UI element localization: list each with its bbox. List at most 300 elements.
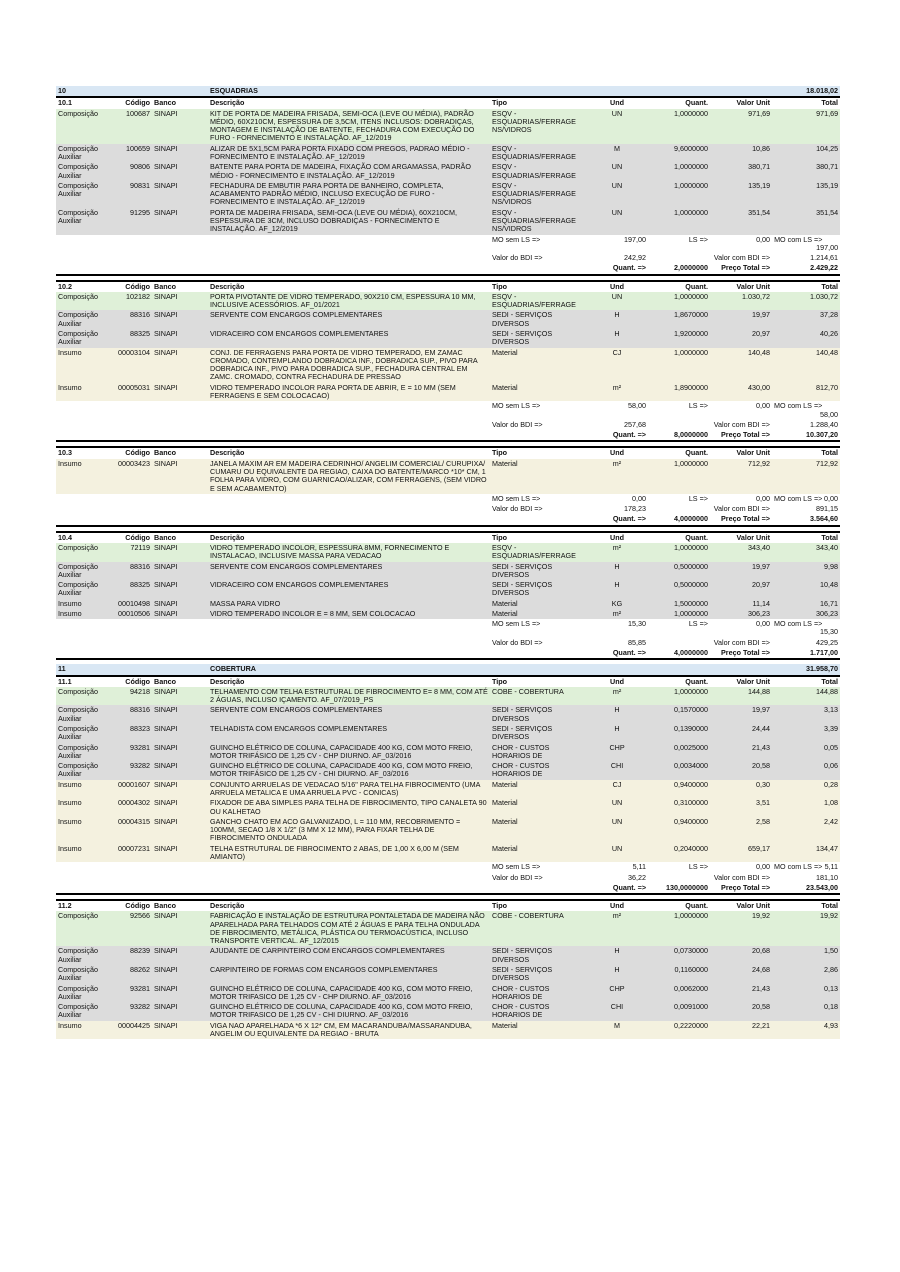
row-unit-value: 135,19 [710,181,772,208]
row-kind: Insumo [56,383,114,402]
mo-com-ls-value [772,619,840,638]
ls-label: LS => [648,862,710,872]
row-bank: SINAPI [152,383,208,402]
row-unit-value: 0,30 [710,780,772,799]
row-type: CHOR - CUSTOS HORARIOS DE [490,984,586,1003]
row-code: 88325 [114,329,152,348]
row-kind: Composição Auxiliar [56,724,114,743]
row-unit: H [586,329,648,348]
col-unit: Und [586,900,648,911]
col-type: Tipo [490,532,586,543]
section-total: 18.018,02 [772,86,840,97]
row-bank: SINAPI [152,348,208,383]
col-quant: Quant. [648,97,710,108]
footer-row [56,638,840,648]
spacer [56,648,586,659]
row-bank: SINAPI [152,1021,208,1040]
row-quant: 1,0000000 [648,109,710,144]
row-kind: Composição [56,292,114,311]
row-bank: SINAPI [152,761,208,780]
valor-bdi-value: 242,92 [586,253,648,263]
table-row [56,348,840,383]
table-row [56,562,840,581]
row-code: 00005031 [114,383,152,402]
row-total: 2,42 [772,817,840,844]
row-desc: MASSA PARA VIDRO [208,599,490,609]
footer-row [56,862,840,872]
footer-row [56,235,840,254]
row-code: 100659 [114,144,152,163]
quant-value: 4,0000000 [648,514,710,525]
row-kind: Composição [56,109,114,144]
spacer [56,883,586,894]
col-bank: Banco [152,447,208,458]
footer-total-row [56,263,840,274]
row-bank: SINAPI [152,705,208,724]
row-bank: SINAPI [152,946,208,965]
row-quant: 1,0000000 [648,609,710,619]
row-kind: Insumo [56,780,114,799]
row-total: 40,26 [772,329,840,348]
footer-row [56,420,840,430]
mo-com-ls-number: 5,11 [824,862,839,872]
row-code: 88323 [114,724,152,743]
row-unit-value: 351,54 [710,208,772,235]
row-unit-value: 19,97 [710,310,772,329]
item-id: 11.2 [56,900,114,911]
row-unit-value: 144,88 [710,687,772,706]
row-unit: CJ [586,780,648,799]
row-unit: H [586,946,648,965]
row-desc: VIDRO TEMPERADO INCOLOR E = 8 MM, SEM COLOCACAO [208,609,490,619]
row-kind: Composição Auxiliar [56,705,114,724]
ls-value: 0,00 [710,862,772,872]
row-desc: PORTA PIVOTANTE DE VIDRO TEMPERADO, 90X210 CM, ESPESSURA 10 MM, INCLUSIVE ACESSÓRIOS. AF_01/2021 [208,292,490,311]
table-row [56,946,840,965]
mo-sem-ls-value: 0,00 [586,494,648,504]
quant-label: Quant. => [586,263,648,274]
preco-total-value: 23.543,00 [772,883,840,894]
col-unit-value: Valor Unit [710,676,772,687]
footer-row [56,253,840,263]
footer-total-row [56,648,840,659]
budget-block [56,86,840,276]
col-total: Total [772,532,840,543]
row-quant: 1,5000000 [648,599,710,609]
row-kind: Insumo [56,599,114,609]
footer-row [56,619,840,638]
row-type: ESQV - ESQUADRIAS/FERRAGE NS/VIDROS [490,109,586,144]
row-kind: Composição Auxiliar [56,208,114,235]
table-row [56,724,840,743]
row-total: 135,19 [772,181,840,208]
table-row [56,911,840,946]
row-desc: CONJ. DE FERRAGENS PARA PORTA DE VIDRO TEMPERADO, EM ZAMAC CROMADO, CONTEMPLANDO DOBRADICA INF., DOBRADICA SUP., PIVO PARA DOBRADICA INF., PIVO PARA DOBRADICA SUP., FECHADURA CENTRAL EM ZAMC. CROMADO, CONTRA FECHADURA DE PRESSAO [208,348,490,383]
table-row [56,181,840,208]
row-bank: SINAPI [152,984,208,1003]
col-unit: Und [586,532,648,543]
row-desc: FIXADOR DE ABA SIMPLES PARA TELHA DE FIBROCIMENTO, TIPO CANALETA 90 OU KALHETAO [208,798,490,817]
table-row [56,144,840,163]
table-row [56,459,840,494]
col-quant: Quant. [648,281,710,292]
spacer [648,504,710,514]
row-kind: Composição Auxiliar [56,562,114,581]
mo-sem-ls-label: MO sem LS => [490,235,586,254]
row-unit: UN [586,162,648,181]
budget-document [56,86,840,1043]
row-unit-value: 19,97 [710,562,772,581]
row-code: 93281 [114,743,152,762]
row-unit-value: 20,97 [710,580,772,599]
row-type: Material [490,844,586,863]
row-total: 10,48 [772,580,840,599]
row-bank: SINAPI [152,844,208,863]
preco-total-label: Preço Total => [710,263,772,274]
item-id: 11.1 [56,676,114,687]
row-unit-value: 21,43 [710,743,772,762]
spacer [56,253,490,263]
row-bank: SINAPI [152,580,208,599]
ls-value: 0,00 [710,401,772,420]
preco-total-label: Preço Total => [710,648,772,659]
row-total: 306,23 [772,609,840,619]
table-row [56,798,840,817]
col-bank: Banco [152,676,208,687]
table-row [56,599,840,609]
row-quant: 0,2220000 [648,1021,710,1040]
row-code: 88262 [114,965,152,984]
row-total: 3,13 [772,705,840,724]
mo-sem-ls-label: MO sem LS => [490,619,586,638]
row-unit-value: 971,69 [710,109,772,144]
row-quant: 0,0034000 [648,761,710,780]
row-quant: 1,9200000 [648,329,710,348]
row-total: 1,08 [772,798,840,817]
row-type: ESQV - ESQUADRIAS/FERRAGE [490,292,586,311]
row-total: 3,39 [772,724,840,743]
col-desc: Descrição [208,676,490,687]
valor-bdi-label: Valor do BDI => [490,253,586,263]
row-desc: GUINCHO ELÉTRICO DE COLUNA, CAPACIDADE 400 KG, COM MOTO FREIO, MOTOR TRIFASICO DE 1,25 CV - CHP DIURNO. AF_03/2016 [208,984,490,1003]
row-total: 343,40 [772,543,840,562]
preco-total-value: 10.307,20 [772,430,840,441]
col-bank: Banco [152,97,208,108]
mo-sem-ls-label: MO sem LS => [490,862,586,872]
valor-com-bdi-value: 181,10 [772,873,840,883]
row-quant: 0,5000000 [648,562,710,581]
row-kind: Composição Auxiliar [56,329,114,348]
row-bank: SINAPI [152,780,208,799]
row-bank: SINAPI [152,743,208,762]
row-desc: CARPINTEIRO DE FORMAS COM ENCARGOS COMPLEMENTARES [208,965,490,984]
row-quant: 0,5000000 [648,580,710,599]
mo-com-ls-label: MO com LS => [774,493,823,503]
mo-sem-ls-value: 5,11 [586,862,648,872]
row-unit: m² [586,911,648,946]
column-header-row [56,281,840,292]
spacer [56,619,490,638]
table-row [56,109,840,144]
section-number: 10 [56,86,208,97]
col-total: Total [772,447,840,458]
row-code: 90806 [114,162,152,181]
budget-block [56,531,840,661]
row-quant: 1,0000000 [648,292,710,311]
row-type: Material [490,459,586,494]
row-kind: Composição Auxiliar [56,580,114,599]
valor-com-bdi-value: 1.288,40 [772,420,840,430]
row-unit: UN [586,817,648,844]
col-quant: Quant. [648,900,710,911]
col-type: Tipo [490,900,586,911]
preco-total-label: Preço Total => [710,883,772,894]
row-type: Material [490,1021,586,1040]
table-row [56,780,840,799]
mo-com-ls-number: 0,00 [824,493,838,503]
col-desc: Descrição [208,532,490,543]
col-unit-value: Valor Unit [710,97,772,108]
item-id: 10.3 [56,447,114,458]
column-header-row [56,447,840,458]
spacer [56,504,490,514]
row-type: Material [490,609,586,619]
row-quant: 1,0000000 [648,181,710,208]
spacer [56,494,490,504]
mo-com-ls-label: MO com LS => [774,619,823,629]
row-kind: Composição [56,543,114,562]
row-unit-value: 3,51 [710,798,772,817]
row-quant: 0,0730000 [648,946,710,965]
row-unit: UN [586,181,648,208]
budget-table [56,446,840,526]
row-total: 0,18 [772,1002,840,1021]
row-type: SEDI - SERVIÇOS DIVERSOS [490,724,586,743]
row-total: 0,05 [772,743,840,762]
row-unit: CJ [586,348,648,383]
col-unit-value: Valor Unit [710,447,772,458]
row-quant: 0,0091000 [648,1002,710,1021]
col-unit-value: Valor Unit [710,900,772,911]
row-desc: PORTA DE MADEIRA FRISADA, SEMI-OCA (LEVE OU MÉDIA), 60X210CM, ESPESSURA DE 3CM, INCLUSO DOBRADIÇAS - FORNECIMENTO E INSTALAÇÃO. AF_12/2019 [208,208,490,235]
col-unit-value: Valor Unit [710,281,772,292]
quant-value: 2,0000000 [648,263,710,274]
col-total: Total [772,97,840,108]
col-quant: Quant. [648,532,710,543]
row-kind: Insumo [56,609,114,619]
table-row [56,1002,840,1021]
col-code: Código [114,676,152,687]
row-code: 93281 [114,984,152,1003]
spacer [648,873,710,883]
mo-com-ls-label: MO com LS => [774,234,823,244]
row-kind: Composição Auxiliar [56,743,114,762]
row-type: CHOR - CUSTOS HORARIOS DE [490,761,586,780]
row-bank: SINAPI [152,911,208,946]
row-total: 351,54 [772,208,840,235]
preco-total-value: 1.717,00 [772,648,840,659]
row-type: Material [490,383,586,402]
spacer [648,420,710,430]
section-title: ESQUADRIAS [208,86,772,97]
row-bank: SINAPI [152,109,208,144]
mo-com-ls-label: MO com LS => [774,401,823,411]
row-unit-value: 11,14 [710,599,772,609]
spacer [56,638,490,648]
row-code: 00004425 [114,1021,152,1040]
row-code: 00001607 [114,780,152,799]
quant-value: 4,0000000 [648,648,710,659]
row-code: 00010506 [114,609,152,619]
mo-sem-ls-label: MO sem LS => [490,494,586,504]
row-quant: 0,1570000 [648,705,710,724]
row-total: 19,92 [772,911,840,946]
budget-table [56,664,840,895]
ls-label: LS => [648,494,710,504]
quant-value: 130,0000000 [648,883,710,894]
column-header-row [56,676,840,687]
row-total: 16,71 [772,599,840,609]
spacer [648,253,710,263]
col-type: Tipo [490,447,586,458]
row-code: 100687 [114,109,152,144]
row-quant: 1,0000000 [648,348,710,383]
quant-label: Quant. => [586,883,648,894]
row-type: CHOR - CUSTOS HORARIOS DE [490,743,586,762]
row-bank: SINAPI [152,292,208,311]
col-code: Código [114,281,152,292]
row-total: 812,70 [772,383,840,402]
row-unit: KG [586,599,648,609]
row-quant: 1,0000000 [648,208,710,235]
row-type: SEDI - SERVIÇOS DIVERSOS [490,580,586,599]
row-type: Material [490,780,586,799]
ls-value: 0,00 [710,619,772,638]
row-desc: TELHAMENTO COM TELHA ESTRUTURAL DE FIBROCIMENTO E= 8 MM, COM ATÉ 2 ÁGUAS, INCLUSO IÇAMENTO. AF_07/2019_PS [208,687,490,706]
row-kind: Composição [56,911,114,946]
row-desc: KIT DE PORTA DE MADEIRA FRISADA, SEMI-OCA (LEVE OU MÉDIA), PADRÃO MÉDIO, 60X210CM, ESPESSURA DE 3,5CM, ITENS INCLUSOS: DOBRADIÇAS, MONTAGEM E INSTALAÇÃO DE BATENTE, FECHADURA COM EXECUÇÃO DO FURO - FORNECIMENTO E INSTALAÇÃO. AF_12/2019 [208,109,490,144]
row-total: 380,71 [772,162,840,181]
spacer [56,420,490,430]
row-type: SEDI - SERVIÇOS DIVERSOS [490,965,586,984]
budget-table [56,86,840,276]
row-code: 00004302 [114,798,152,817]
budget-block [56,280,840,443]
preco-total-value: 2.429,22 [772,263,840,274]
mo-com-ls-number: 197,00 [816,242,839,252]
valor-bdi-label: Valor do BDI => [490,504,586,514]
col-type: Tipo [490,676,586,687]
budget-block [56,446,840,526]
row-unit: H [586,724,648,743]
row-code: 00003104 [114,348,152,383]
row-desc: ALIZAR DE 5X1,5CM PARA PORTA FIXADO COM PREGOS, PADRAO MÉDIO - FORNECIMENTO E INSTALAÇÃO. AF_12/2019 [208,144,490,163]
row-kind: Composição Auxiliar [56,1002,114,1021]
row-kind: Insumo [56,844,114,863]
col-desc: Descrição [208,900,490,911]
row-unit: m² [586,459,648,494]
row-unit-value: 2,58 [710,817,772,844]
section-header [56,664,840,675]
row-desc: BATENTE PARA PORTA DE MADEIRA, FIXAÇÃO COM ARGAMASSA, PADRÃO MÉDIO - FORNECIMENTO E INSTALAÇÃO. AF_12/2019 [208,162,490,181]
row-desc: SERVENTE COM ENCARGOS COMPLEMENTARES [208,562,490,581]
section-header [56,86,840,97]
col-quant: Quant. [648,676,710,687]
row-quant: 1,0000000 [648,459,710,494]
footer-row [56,401,840,420]
row-type: ESQV - ESQUADRIAS/FERRAGE NS/VIDROS [490,208,586,235]
spacer [56,235,490,254]
row-unit: CHI [586,1002,648,1021]
spacer [56,873,490,883]
row-bank: SINAPI [152,459,208,494]
item-id: 10.1 [56,97,114,108]
row-unit-value: 10,86 [710,144,772,163]
row-unit-value: 21,43 [710,984,772,1003]
row-unit-value: 712,92 [710,459,772,494]
row-type: ESQV - ESQUADRIAS/FERRAGE [490,144,586,163]
row-code: 00003423 [114,459,152,494]
row-bank: SINAPI [152,687,208,706]
row-quant: 1,0000000 [648,162,710,181]
row-quant: 0,0062000 [648,984,710,1003]
row-desc: TELHADISTA COM ENCARGOS COMPLEMENTARES [208,724,490,743]
row-type: CHOR - CUSTOS HORARIOS DE [490,1002,586,1021]
row-quant: 1,8900000 [648,383,710,402]
ls-label: LS => [648,401,710,420]
row-code: 72119 [114,543,152,562]
spacer [56,862,490,872]
col-bank: Banco [152,532,208,543]
table-row [56,687,840,706]
row-total: 144,88 [772,687,840,706]
row-total: 37,28 [772,310,840,329]
table-row [56,580,840,599]
row-bank: SINAPI [152,208,208,235]
preco-total-label: Preço Total => [710,514,772,525]
row-total: 4,93 [772,1021,840,1040]
row-unit: H [586,310,648,329]
valor-com-bdi-label: Valor com BDI => [710,504,772,514]
row-desc: FABRICAÇÃO E INSTALAÇÃO DE ESTRUTURA PONTALETADA DE MADEIRA NÃO APARELHADA PARA TELHADOS COM ATÉ 2 ÁGUAS E PARA TELHA ONDULADA DE FIBROCIMENTO, METÁLICA, PLÁSTICA OU TERMOACÚSTICA, INCLUSO TRANSPORTE VERTICAL. AF_12/2015 [208,911,490,946]
row-unit: m² [586,543,648,562]
table-row [56,817,840,844]
row-bank: SINAPI [152,965,208,984]
col-bank: Banco [152,900,208,911]
row-code: 90831 [114,181,152,208]
row-unit-value: 306,23 [710,609,772,619]
row-type: SEDI - SERVIÇOS DIVERSOS [490,329,586,348]
col-unit-value: Valor Unit [710,532,772,543]
row-desc: GUINCHO ELÉTRICO DE COLUNA, CAPACIDADE 400 KG, COM MOTO FREIO, MOTOR TRIFASICO DE 1,25 CV - CHI DIURNO. AF_03/2016 [208,1002,490,1021]
row-desc: TELHA ESTRUTURAL DE FIBROCIMENTO 2 ABAS, DE 1,00 X 6,00 M (SEM AMIANTO) [208,844,490,863]
row-desc: GUINCHO ELÉTRICO DE COLUNA, CAPACIDADE 400 KG, COM MOTO FREIO, MOTOR TRIFÁSICO DE 1,25 CV - CHP DIURNO. AF_03/2016 [208,743,490,762]
quant-label: Quant. => [586,648,648,659]
row-bank: SINAPI [152,798,208,817]
footer-total-row [56,883,840,894]
mo-com-ls-number: 58,00 [820,409,838,419]
table-row [56,329,840,348]
row-type: Material [490,348,586,383]
row-unit-value: 430,00 [710,383,772,402]
row-total: 134,47 [772,844,840,863]
row-kind: Composição Auxiliar [56,761,114,780]
row-bank: SINAPI [152,609,208,619]
footer-row [56,504,840,514]
row-code: 102182 [114,292,152,311]
table-row [56,965,840,984]
valor-bdi-label: Valor do BDI => [490,638,586,648]
